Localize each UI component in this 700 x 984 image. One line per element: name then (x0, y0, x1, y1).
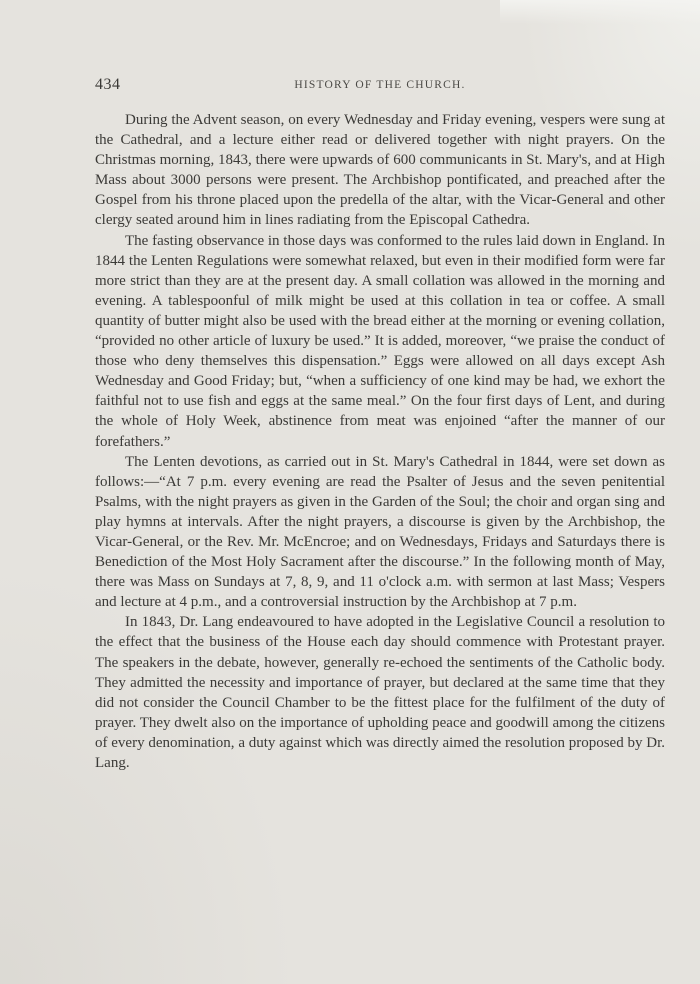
body-text (95, 110, 665, 773)
paragraph-legislative-council: In 1843, Dr. Lang endeavoured to have adopted in the Legislative Council a resolution to the effect that the business of the House each day should commence with Protestant prayer. The speakers in the debate, however, generally re-echoed the sentiments of the Catholic body. They admitted the necessity and importance of prayer, but declared at the same time that they did not consider the Council Chamber to be the fittest place for the fulfilment of the duty of prayer. They dwelt also on the importance of upholding peace and goodwill among the citizens of every denomination, a duty against which was directly aimed the resolution proposed by Dr. Lang. (95, 614, 665, 771)
paragraph-lenten-devotions: The Lenten devotions, as carried out in St. Mary's Cathedral in 1844, were set down as follows:—“At 7 p.m. every evening are read the Psalter of Jesus and the seven penitential Psalms, with the night prayers as given in the Garden of the Soul; the choir and organ sing and play hymns at intervals. After the night prayers, a discourse is given by the Archbishop, the Vicar-General, or the Rev. Mr. McEncroe; and on Wednesdays, Fridays and Saturdays there is Benediction of the Most Holy Sacrament after the discourse.” In the following month of May, there was Mass on Sundays at 7, 8, 9, and 11 o'clock a.m. with sermon at last Mass; Vespers and lecture at 4 p.m., and a controversial instruction by the Archbishop at 7 p.m. (95, 453, 665, 611)
running-head: HISTORY OF THE CHURCH. (294, 79, 466, 91)
paragraph-fasting: The fasting observance in those days was conformed to the rules laid down in England. In 1844 the Lenten Regulations were somewhat relaxed, but even in their modified form were far more strict than they are at the present day. A small collation was allowed in the morning and evening. A tablespoonful of milk might be used at this collation in tea or coffee. A small quantity of butter might also be used with the bread either at the morning or evening collation, “provided no other article of luxury be used.” It is added, moreover, “we praise the conduct of those who deny themselves this dispensation.” Eggs were allowed on all days except Ash Wednesday and Good Friday; but, “when a sufficiency of one kind may be had, we exhort the faithful not to use fish and eggs at the same meal.” On the four first days of Lent, and during the whole of Holy Week, abstinence from meat was enjoined “after the manner of our forefathers.” (95, 232, 665, 450)
page-corner-wear (500, 0, 700, 24)
paragraph-advent: During the Advent season, on every Wednesday and Friday evening, vespers were sung at the Cathedral, and a lecture either read or delivered together with night prayers. On the Christmas morning, 1843, there were upwards of 600 communicants in St. Mary's, and at High Mass about 3000 persons were present. The Archbishop pontificated, and preached after the Gospel from his throne placed upon the predella of the altar, with the Vicar-General and other clergy seated around him in lines radiating from the Episcopal Cathedra. (95, 112, 665, 229)
page-number: 434 (95, 76, 121, 93)
page-header (95, 76, 665, 96)
